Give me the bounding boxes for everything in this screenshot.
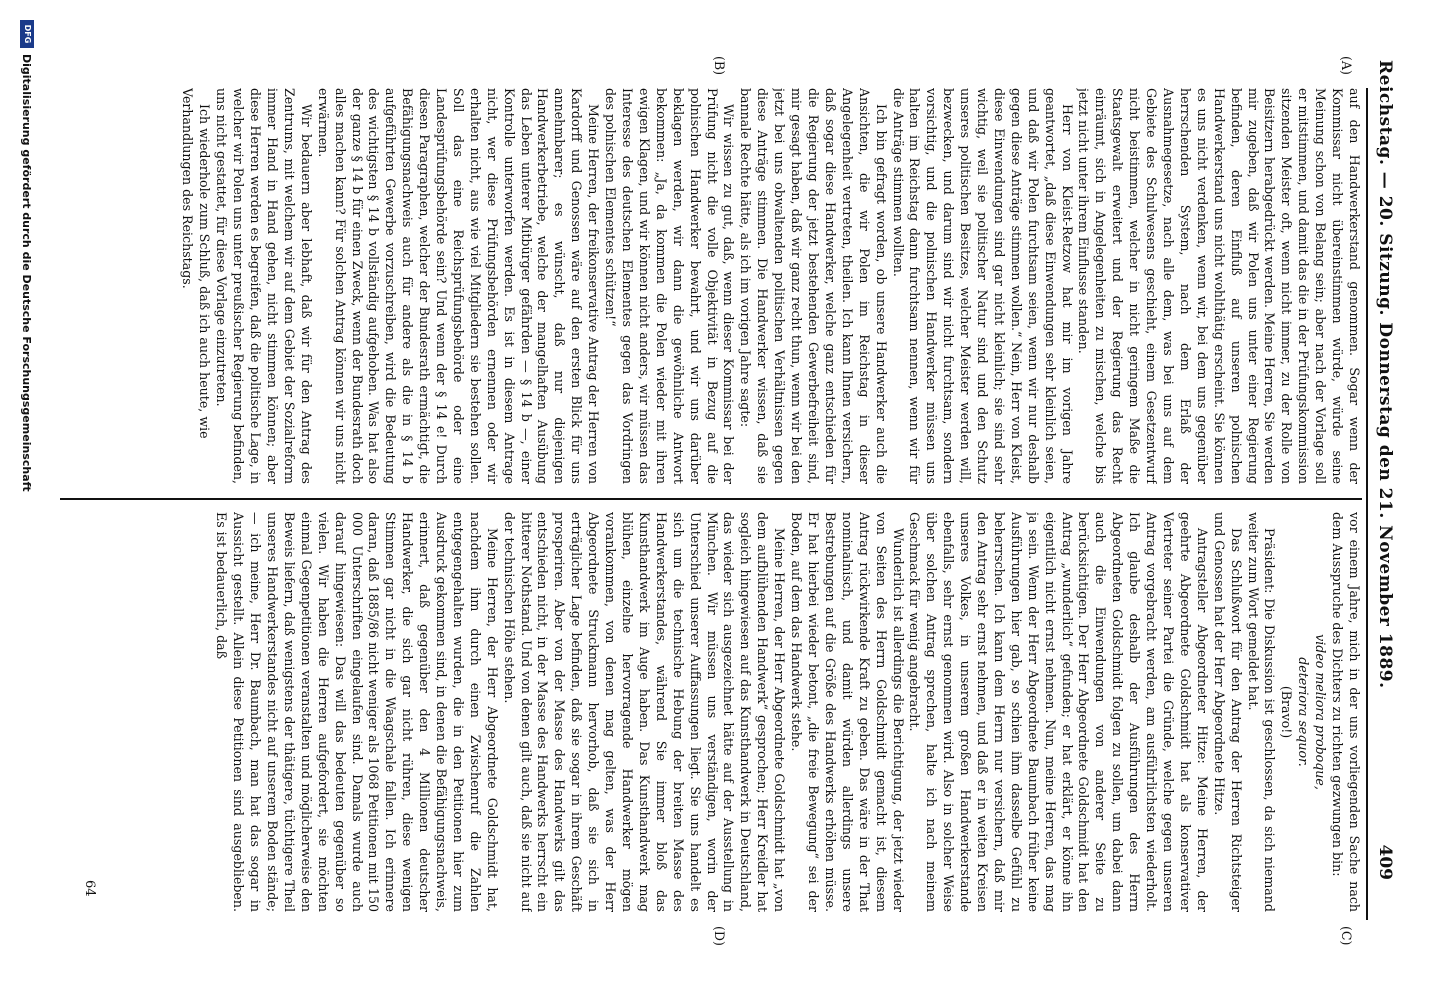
header-rule <box>1366 88 1368 920</box>
header-title: Reichstag. — 20. Sitzung. Donnerstag den 21. November 1889. <box>1375 60 1395 689</box>
bottom-page-number: 64 <box>82 880 97 897</box>
right-paragraph: Präsident: Die Diskussion ist geschlossen, da sich niemand weiter zum Wort gemeldet hat. <box>1245 512 1278 912</box>
right-paragraph: Meine Herren, der Herr Abgeordnete Goldschmidt hat „von dem aufblühenden Handwerk“ gesprochen; Herr Kreidler hat sogleich hingewiesen auf das Kunsthandwerk in Deutschland, das wieder sich ausgezeichnet hätte auf der Ausstellung in München. Wir müssen uns verständigen, worin der Unterschied unserer Auffassungen liegt. Sie uns handelt es sich um die technische Hebung der breiten Masse des Handwerkerstandes, während Sie immer bloß das Kunsthandwerk im Auge haben. Das Kunsthandwerk mag blühen, einzelne hervorragende Handwerker mögen vorankommen, von denen mag gelten, was der Herr Abgeordnete Struckmann hervorhob, daß sie sich in erträglicher Lage befinden, daß sie sogar in ihrem Geschäft prosperiren. Aber von der Masse des Handwerks gilt das entschieden nicht, in der Masse des Handwerks herrscht ein bitterer Nothstand. Und von denen gilt auch, daß sie nicht auf der technischen Höhe stehen. <box>501 512 788 912</box>
latin-quote-line: deteriora sequor. <box>1296 657 1312 767</box>
digitization-footer <box>20 20 34 492</box>
page-header <box>1370 60 1400 880</box>
right-column <box>62 512 1362 912</box>
left-paragraph: Meine Herren, der freikonservative Antrag der Herren von Kardorff und Genossen wäre auf den ersten Blick für uns annehmbarer; es wünscht, daß nur diejenigen Handwerkerbetriebe, welche der mangelhaften Ausübung das Leben unterer Mitbürger gefährden — § 14 b —, einer Kontrolle unterworfen werden. Es ist in diesem Antrage nicht, wer diese Prüfungsbehörden ernennen oder wir erhalten nicht, aus wie viel Mitgliedern sie bestehen sollen. Soll das eine Reichsprüfungsbehörde oder eine Landesprüfungsbehörde sein? Und wenn der § 14 e! Durch diesen Paragraphen, welcher der Bundesrath ermächtigt, die Befähigungsnachweis auch für andere als die in § 14 b aufgeführten Gewerbe vorzuschreiben, wird die Bedeutung des wichtigsten § 14 b vollständig aufgehoben. Was hat also der ganze § 14 b für einen Zweck, wenn der Bundesrath doch alles machen kann? Für solchen Antrag können wir uns nicht erwärmen. <box>315 88 602 484</box>
left-paragraph: Wir bedauern aber lebhaft, daß wir für den Antrag des Zentrums, mit welchem wir auf dem Gebiet der Sozialreform immer Hand in Hand gehen, nicht stimmen können; aber diese Herren werden es begreifen, daß die politische Lage, in welcher wir Polen uns unter preußischer Regierung befinden, uns nicht gestattet, für diese Vorlage einzutreten. <box>214 88 314 484</box>
dfg-logo-icon: DFG <box>20 20 34 48</box>
left-footer-line: Verhandlungen des Reichstags. <box>180 88 196 289</box>
margin-mark-c: (C) <box>1339 926 1354 946</box>
header-page-number: 409 <box>1375 844 1395 880</box>
right-paragraph: Das Schlußwort für den Antrag der Herren Richtsteiger und Genossen hat der Herr Abgeordnete Hitze. <box>1211 512 1244 912</box>
right-paragraph: vor einem Jahre, mich in der uns vorliegenden Sache nach dem Ausspruche des Dichters zu richten gezwungen bin: <box>1330 512 1362 912</box>
margin-mark-a: (A) <box>1339 56 1354 75</box>
column-divider <box>60 498 1362 500</box>
applause-note: (Bravo!) <box>1279 685 1295 739</box>
left-paragraph: Ich wiederhole zum Schluß, daß ich auch heute, wie <box>197 104 213 439</box>
right-paragraph: Meine Herren, der Herr Abgeordnete Goldschmidt hat, nachdem ihm durch einen Zwischenruf die Zahlen entgegengehalten wurden, die in den Petitionen hier zum Ausdruck gekommen sind, in denen die Befähigungsnachweis, erinnert, daß gegenüber den 4 Millionen deutscher Handwerker, die sich gar nicht rühren, diese wenigen Stimmen gar nicht in die Waagschale fallen. Ich erinnere daran, daß 1885/86 nicht weniger als 1068 Petitionen mit 150 000 Unterschriften eingelaufen sind. Damals wurde auch darauf hingewiesen: Das will das bedeuten gegenüber so vielen. Wir haben die Herren aufgefordert, sie möchten einmal Gegenpetitionen veranstalten und möglicherweise den Beweis liefern, daß wenigstens der thätigere, tüchtigere Theil unseres Handwerkerstandes nicht auf unserem Boden stände; — ich meine, Herr Dr. Baumbach, man hat das sogar in Aussicht gestellt. Allein diese Petitionen sind ausgeblieben. Es ist bedauerlich, daß <box>214 512 500 912</box>
right-paragraph: Wunderlich ist allerdings die Berichtigung, der jetzt wieder von Seiten des Herrn Goldschmidt gemacht ist, diesem Antrag rückwirkende Kraft zu geben. Das wäre in der That nominalnisch, und damit würden allerdings unsere Bestrebungen auf die Größe des Handwerks erhöhen müsse. Er hat hierbei wieder betont, „die freie Bewegung“ sei der Boden, auf dem das Handwerk stehe. <box>789 512 906 912</box>
left-quote: Wir wissen zu gut, daß, wenn dieser Kommissar bei der Prüfung nicht die volle Objektivität in Bezug auf die polnischen Handwerker bewahrt, und wir uns darüber beklagen werden, wir dann die gewöhnliche Antwort bekommen: „Ja, da kommen die Polen wieder mit ihren ewigen Klagen, und wir können nicht anders, wir müssen das Interesse des deutschen Elementes gegen das Vordringen des polnischen Elementes schützen!“ <box>603 88 737 484</box>
latin-quote-line: video meliora proboque, <box>1313 634 1329 790</box>
footer-text: Digitalisierung gefördert durch die Deutsche Forschungsgemeinschaft <box>20 54 34 492</box>
margin-mark-b: (B) <box>712 56 727 76</box>
left-paragraph: Ich bin gefragt worden, ob unsere Handwerker auch die Ansichten, die wir Polen im Reichstag in dieser Angelegenheit vertreten, theilen. Ich kann Ihnen versichern, daß sogar diese Handwerker, welche ganz entschieden für die Regierung der jetzt bestehenden Gewerbefreiheit sind, mir gesagt haben, daß wir ganz recht thun, wenn wir bei den jetzt bei uns obwaltenden politischen Verhältnissen gegen diese Anträge stimmen. Die Handwerker wissen, daß sie bannale Rechte hätte, als ich im vorigen Jahre sagte: <box>738 88 889 484</box>
right-paragraph: Antragsteller Abgeordneter Hitze: Meine Herren, der geehrte Abgeordnete Goldschmidt hat als konservativer Vertreter seiner Partei die Gründe, welche gegen unseren Antrag vorgebracht werden, am ausführlichsten wiederholt. Ich glaube deshalb der Ausführungen des Herrn Abgeordneten Goldschmidt folgen zu sollen, um dabei dann auch die Einwendungen von anderer Seite zu berücksichtigen. Der Herr Abgeordnete Goldschmidt hat den Antrag „wunderlich“ gefunden; er hat erklärt, er könne ihn eigentlich nicht ernst nehmen. Nun, meine Herren, das mag ja sein. Wenn der Herr Abgeordnete Baumbach früher keine Ausführungen hier gab, so schien ihm dasselbe Gefühl zu beherrschen. Ich kann dem Herrn nur versichern, daß mir den Antrag sehr ernst nehmen, und daß er in weiten Kreisen unseres Volkes, in unserem großen Handwerkerstande ebenfalls, sehr ernst genommen wird. Also in solcher Weise über solchen Antrag sprechen, halte ich nach meinem Geschmack für wenig angebracht. <box>907 512 1210 912</box>
left-column <box>62 88 1362 484</box>
left-paragraph: Herr von Kleist-Retzow hat mir im vorigen Jahre geantwortet, „daß diese Einwendungen sehr kleinlich seien, und daß wir Polen furchtsam seien, wenn wir nur deshalb gegen diese Anträge stimmen wollen.“ Nein, Herr von Kleist, diese Einwendungen sind gar nicht kleinlich; sie sind sehr wichtig, weil sie politischer Natur sind und den Schutz unseres politischen Besitzes, welcher Meister werden will, bezwecken, und darum sind wir nicht furchtsam, sondern vorsichtig, und die polnischen Handwerker müssen uns halten im Reichstag dann furchtsam nennen, wenn wir für die Anträge stimmen wollten. <box>890 88 1075 484</box>
margin-mark-d: (D) <box>712 926 727 946</box>
left-paragraph: auf den Handwerkerstand genommen. Sogar wenn der Kommissar nicht übereinstimmen würde, würde seine Meinung schon von Belang sein; aber nach der Vorlage soll er mitstimmen, und damit das die in der Prüfungskommission sitzenden Meister oft, wenn nicht immer, zu der Rolle von Beisitzern herabgedrückt werden. Meine Herren, Sie werden mir zugeben, daß wir Polen uns unter einer Regierung befinden, deren Einfluß auf unseren polnischen Handwerkerstand uns nicht wohlthätig erscheint. Sie können es uns nicht verdenken, wenn wir, bei dem uns gegenüber herrschenden System, nach dem Erlaß der Ausnahmegesetze, nach alle dem, was bei uns auf dem Gebiete des Schulwesens geschieht, einem Gesetzentwurf nicht beistimmen, welcher in nicht geringem Maße die Staatsgewalt erweitert und der Regierung das Recht einräumt, sich in Angelegenheiten zu mischen, welche bis jetzt nicht unter ihrem Einflusse standen. <box>1076 88 1362 484</box>
